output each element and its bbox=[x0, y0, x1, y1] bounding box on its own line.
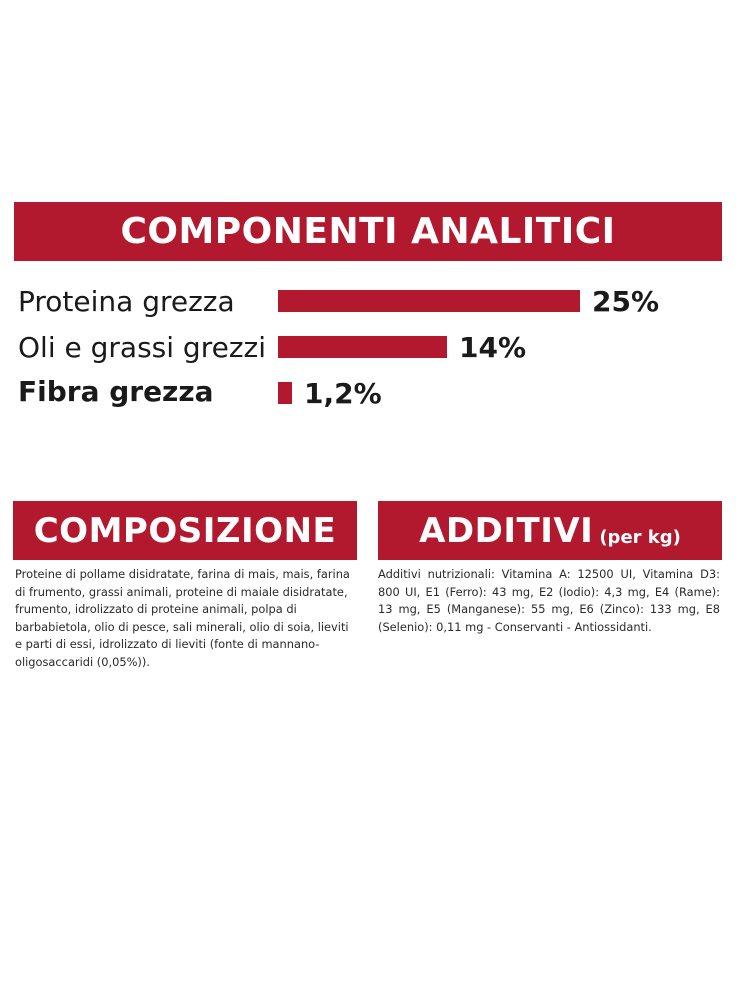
additives-text: Additivi nutrizionali: Vitamina A: 12500 UI, Vitamina D3: 800 UI, E1 (Ferro): 43 mg, E2 (Iodio): 4,3 mg, E4 (Rame): 13 mg, E5 (Manganese): 55 mg, E6 (Zinco): 133 mg, E8 (Selenio): 0,11 mg - Conservanti - Antiossidanti. bbox=[378, 567, 720, 634]
nutrient-bar-fat bbox=[278, 336, 447, 358]
nutrient-bar-fiber bbox=[278, 382, 292, 404]
nutrient-label-protein: Proteina grezza bbox=[18, 285, 235, 318]
nutrient-value-protein: 25% bbox=[592, 285, 660, 318]
nutrient-value-fiber: 1,2% bbox=[304, 377, 382, 410]
additives-subtitle: (per kg) bbox=[599, 527, 681, 548]
nutrient-value-fat: 14% bbox=[459, 331, 527, 364]
nutrient-label-fiber: Fibra grezza bbox=[18, 375, 214, 408]
nutrient-label-fat: Oli e grassi grezzi bbox=[18, 331, 266, 364]
analytic-components-banner bbox=[14, 202, 722, 261]
additives-banner bbox=[378, 501, 722, 560]
composition-text: Proteine di pollame disidratate, farina di mais, mais, farina di frumento, grassi animali, proteine di maiale disidratate, frumento, idrolizzato di proteine animali, polpa di barbabietola, olio di pesce, sali minerali, olio di soia, lieviti e parti di essi, idrolizzato di lieviti (fonte di mannano-oligosaccaridi (0,05%)). bbox=[15, 567, 350, 669]
analytic-components-title: COMPONENTI ANALITICI bbox=[120, 211, 616, 252]
composition-title: COMPOSIZIONE bbox=[33, 510, 337, 551]
composition-banner bbox=[13, 501, 357, 560]
nutrient-bar-protein bbox=[278, 290, 580, 312]
additives-title: ADDITIVI bbox=[419, 510, 594, 551]
